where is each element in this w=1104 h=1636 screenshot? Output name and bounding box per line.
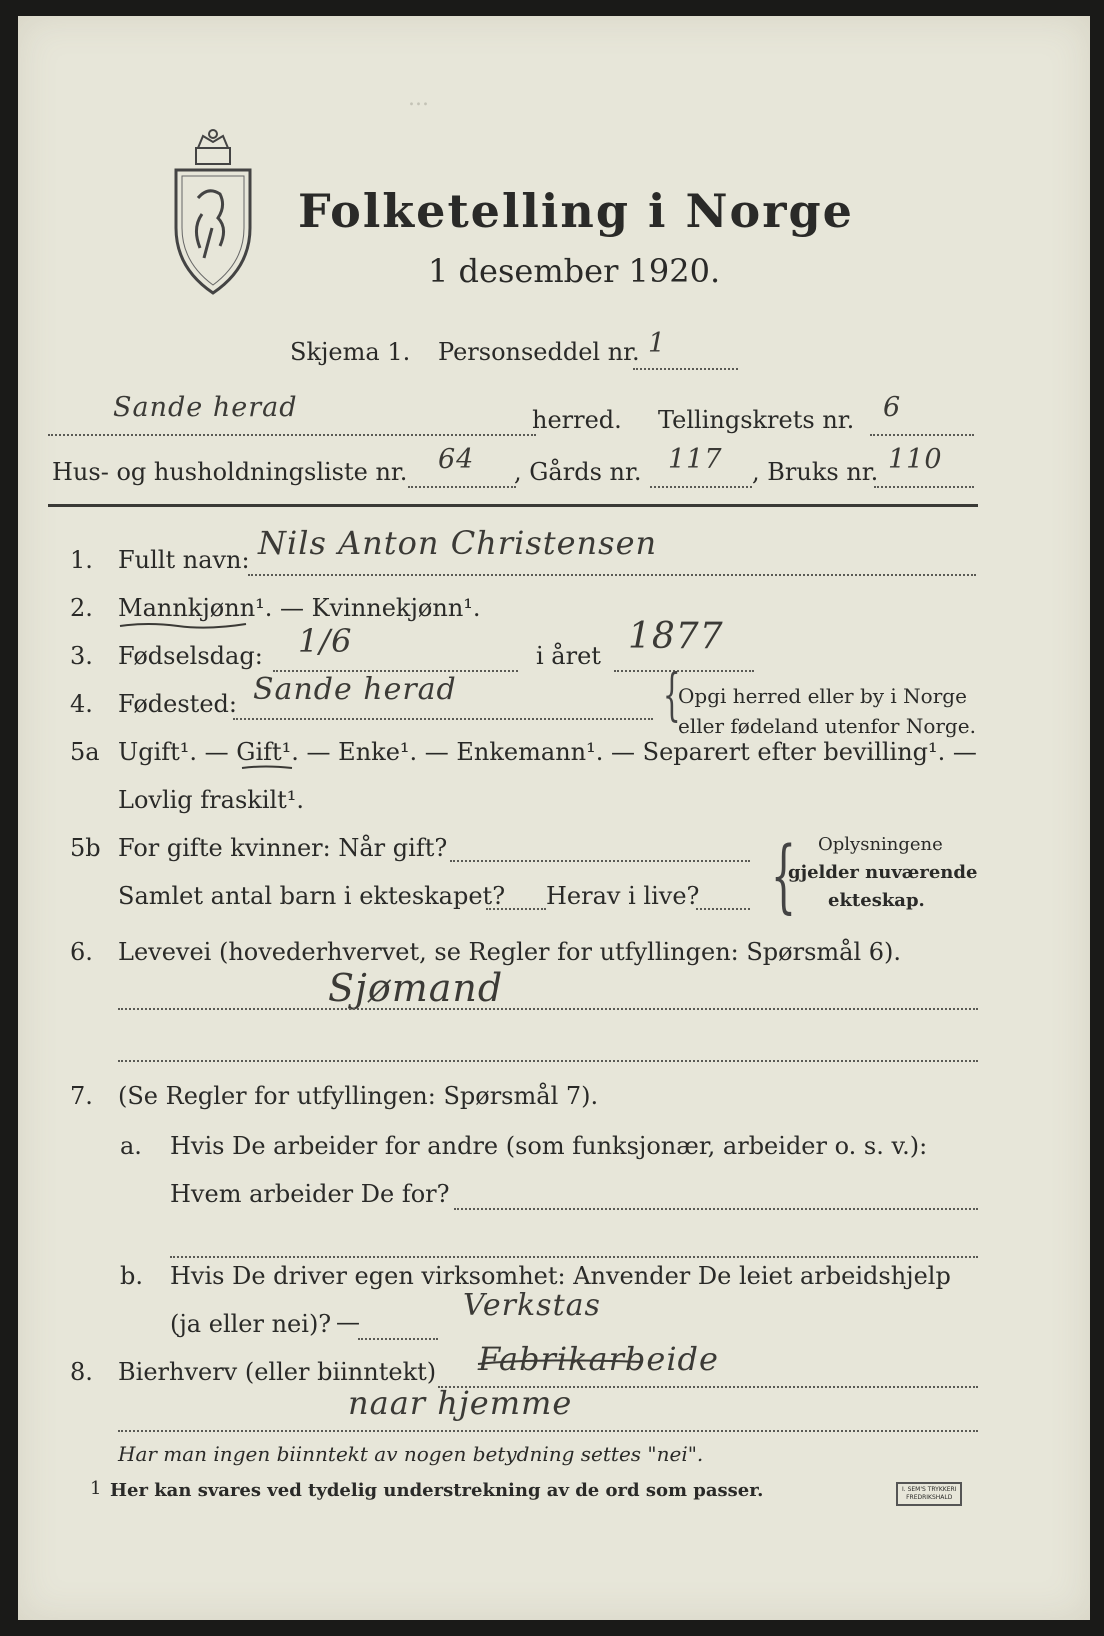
q5b-note-2: gjelder nuværende	[788, 862, 978, 883]
footer-note: Har man ingen biinntekt av nogen betydning settes "nei".	[118, 1442, 704, 1466]
birthday-value[interactable]: 1/6	[298, 622, 353, 660]
census-form: Folketelling i Norge 1 desember 1920. ... Skjema 1. Personseddel nr. 1 Sande herad herred. Tellingskrets nr. 6 Hus- og husholdningsliste nr. 64 , Gårds nr. 117 , Bruks nr. 110 1. Fullt navn: Nils Anton Christensen 2. Mannkjønn¹. — Kvinnekjønn¹. 3. Fødselsdag: 1/6 i året 1877 4. Fødested: Sande herad { Opgi herred eller by i Norge eller fødeland utenfor Norge. 5a Ugift¹. — Gift¹. — Enke¹. — Enkemann¹. — Separert efter bevilling¹. — Lovlig fraskilt¹. 5b For gifte kvinner: Når gift? Samlet antal barn i ekteskapet? Herav i live? { Oplysningene gjelder nuværende ekteskap. 6. Levevei (hovederhvervet, se Regler for utfyllingen: Spørsmål 6). Sjømand 7. (Se Regler for utfyllingen: Spørsmål 7). a. Hvis De arbeider for andre (som funksjonær, arbeider o. s. v.): Hvem arbeider De for? b. Hvis De driver egen virksomhet: Anvender De leiet arbeidshjelp (ja eller nei)? — Verkstas 8. Bierhverv (eller biinntekt) Fabrikarbeide naar hjemme Har man ingen biinntekt av nogen betydning settes "nei". 1 Her kan svares ved tydelig understrekning av de ord som passer. I. SEM'S TRYKKERI FREDRIKSHALD	[18, 16, 1090, 1620]
hired-help-field[interactable]	[358, 1338, 438, 1340]
q8-label: Bierhverv (eller biinntekt)	[118, 1358, 437, 1386]
hus-value[interactable]: 64	[438, 444, 475, 475]
herred-value[interactable]: Sande herad	[113, 392, 298, 423]
alive-label: Herav i live?	[546, 882, 700, 910]
q5b-note-3: ekteskap.	[828, 890, 925, 911]
bruks-label: , Bruks nr.	[752, 458, 879, 486]
birth-year-value[interactable]: 1877	[628, 616, 724, 657]
married-underline	[240, 762, 294, 774]
marital-options-line2: Lovlig fraskilt¹.	[118, 786, 305, 814]
side-occupation-value[interactable]: Fabrikarbeide	[478, 1340, 719, 1378]
gender-underline	[118, 620, 250, 632]
q6-label: Levevei (hovederhvervet, se Regler for utfyllingen: Spørsmål 6).	[118, 938, 902, 966]
birthplace-note-2: eller fødeland utenfor Norge.	[678, 714, 976, 738]
birthplace-value[interactable]: Sande herad	[253, 672, 457, 707]
gender-options[interactable]: Mannkjønn¹. — Kvinnekjønn¹.	[118, 594, 481, 622]
q1-label: Fullt navn:	[118, 546, 250, 574]
q7a-line1: Hvis De arbeider for andre (som funksjonær, arbeider o. s. v.):	[170, 1132, 928, 1160]
gards-value[interactable]: 117	[668, 444, 723, 475]
q7a-number: a.	[120, 1132, 142, 1160]
employer-field[interactable]	[454, 1208, 978, 1210]
q7a-line2: Hvem arbeider De for?	[170, 1180, 450, 1208]
q7b-line1: Hvis De driver egen virksomhet: Anvender De leiet arbeidshjelp	[170, 1262, 951, 1290]
year-label: i året	[536, 642, 601, 670]
children-count-field[interactable]	[486, 908, 546, 910]
q7-label: (Se Regler for utfyllingen: Spørsmål 7).	[118, 1082, 599, 1110]
footnote: Her kan svares ved tydelig understrekning av de ord som passer.	[110, 1480, 764, 1501]
children-alive-field[interactable]	[696, 908, 750, 910]
personseddel-label: Personseddel nr.	[438, 338, 640, 366]
married-when-field[interactable]	[450, 860, 750, 862]
header-divider	[48, 504, 978, 507]
q5b-number: 5b	[70, 834, 101, 862]
form-date: 1 desember 1920.	[428, 252, 721, 290]
q2-number: 2.	[70, 594, 93, 622]
q7-number: 7.	[70, 1082, 93, 1110]
q4-number: 4.	[70, 690, 93, 718]
hus-label: Hus- og husholdningsliste nr.	[52, 458, 408, 486]
q8-number: 8.	[70, 1358, 93, 1386]
bruks-value[interactable]: 110	[888, 444, 943, 475]
footnote-number: 1	[90, 1478, 102, 1499]
q5b-line2: Samlet antal barn i ekteskapet?	[118, 882, 506, 910]
q5b-line1: For gifte kvinner: Når gift?	[118, 834, 448, 862]
birthplace-note-1: Opgi herred eller by i Norge	[678, 684, 967, 708]
full-name-value[interactable]: Nils Anton Christensen	[258, 524, 658, 562]
q5b-note-1: Oplysningene	[818, 834, 943, 855]
q5a-number: 5a	[70, 738, 100, 766]
q3-label: Fødselsdag:	[118, 642, 263, 670]
q7b-number: b.	[120, 1262, 143, 1290]
personseddel-value[interactable]: 1	[648, 328, 667, 359]
form-title: Folketelling i Norge	[298, 184, 854, 238]
skjema-label: Skjema 1.	[290, 338, 411, 366]
marital-options[interactable]: Ugift¹. — Gift¹. — Enke¹. — Enkemann¹. — Separert efter bevilling¹. —	[118, 738, 977, 766]
workshop-value[interactable]: Verkstas	[463, 1288, 601, 1323]
herred-label: herred.	[532, 406, 622, 434]
gards-label: , Gårds nr.	[514, 458, 642, 486]
occupation-value[interactable]: Sjømand	[328, 966, 504, 1010]
printer-stamp: I. SEM'S TRYKKERI FREDRIKSHALD	[896, 1482, 962, 1506]
coat-of-arms-icon	[168, 128, 258, 298]
side-occupation-value-2[interactable]: naar hjemme	[348, 1384, 573, 1422]
q3-number: 3.	[70, 642, 93, 670]
tellingskrets-value[interactable]: 6	[883, 392, 902, 423]
q6-number: 6.	[70, 938, 93, 966]
q1-number: 1.	[70, 546, 93, 574]
strikethrough-mark	[476, 1352, 644, 1372]
tellingskrets-label: Tellingskrets nr.	[658, 406, 855, 434]
q4-label: Fødested:	[118, 690, 237, 718]
q7b-line2: (ja eller nei)?	[170, 1310, 332, 1338]
bleed-through-text: ...	[408, 86, 429, 111]
